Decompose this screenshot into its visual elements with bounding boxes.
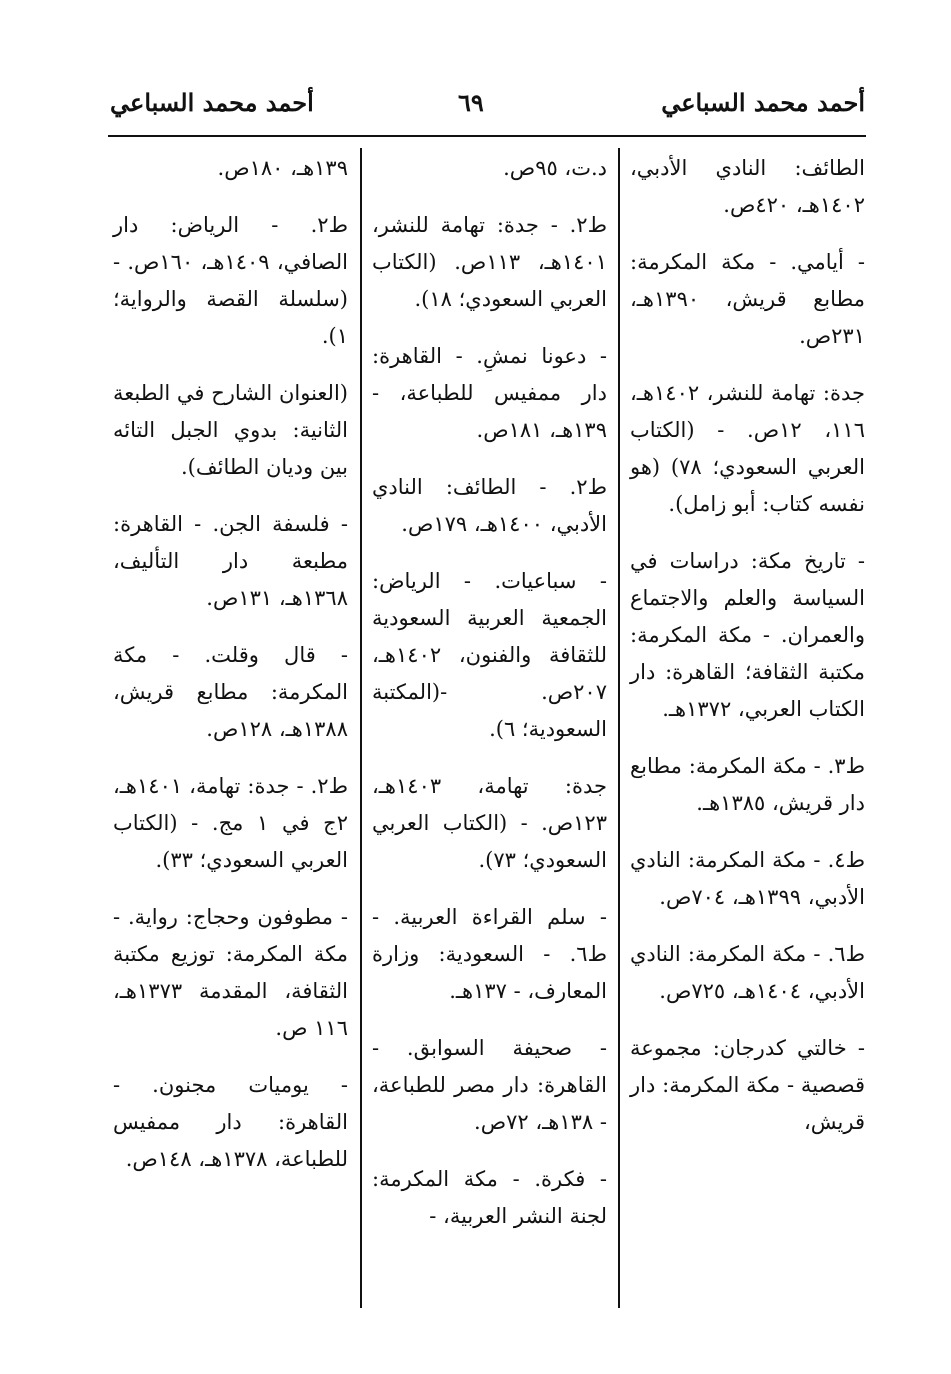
bibliography-entry: (العنوان الشارح في الطبعة الثانية: بدوي الجبل التائه بين وديان الطائف).: [113, 381, 348, 479]
bibliography-entry: ط٤. - مكة المكرمة: النادي الأدبي، ١٣٩٩هـ، ٧٠٤ص.: [630, 848, 865, 909]
bibliography-entry: - فكرة. - مكة المكرمة: لجنة النشر العربية، -: [372, 1167, 607, 1228]
bibliography-entry: جدة: تهامة، ١٤٠٣هـ، ١٢٣ص. - (الكتاب العربي السعودي؛ ٧٣).: [372, 774, 607, 872]
bibliography-entry: - سباعيات. - الرياض: الجمعية العربية السعودية للثقافة والفنون، ١٤٠٢هـ، ٢٠٧ص. -(المكتبة السعودية؛ ٦).: [372, 569, 607, 741]
running-header: [110, 88, 865, 128]
bibliography-entry: ١٣٩هـ، ١٨٠ص.: [217, 156, 348, 180]
bibliography-entry: - سلم القراءة العربية. - ط٦. - السعودية: وزارة المعارف، - ١٣٧هـ.: [372, 905, 607, 1003]
column-left: [113, 150, 348, 1198]
bibliography-entry: - دعونا نمشِ. - القاهرة: دار ممفيس للطباعة، - ١٣٩هـ، ١٨١ص.: [372, 344, 607, 442]
bibliography-entry: - يوميات مجنون. - القاهرة: دار ممفيس للطباعة، ١٣٧٨هـ، ١٤٨ص.: [113, 1073, 348, 1171]
bibliography-entry: - قال وقلت. - مكة المكرمة: مطابع قريش، ١٣٨٨هـ، ١٢٨ص.: [113, 643, 348, 741]
bibliography-entry: - صحيفة السوابق. - القاهرة: دار مصر للطباعة، - ١٣٨هـ، ٧٢ص.: [372, 1036, 607, 1134]
bibliography-entry: د.ت، ٩٥ص.: [503, 156, 607, 180]
bibliography-entry: الطائف: النادي الأدبي، ١٤٠٢هـ، ٤٢٠ص.: [630, 156, 865, 217]
column-right: [630, 150, 865, 1161]
bibliography-entry: - تاريخ مكة: دراسات في السياسة والعلم والاجتماع والعمران. - مكة المكرمة: مكتبة الثقافة؛ القاهرة: دار الكتاب العربي، ١٣٧٢هـ.: [630, 549, 865, 721]
bibliography-entry: - خالتي كدرجان: مجموعة قصصية - مكة المكرمة: دار قريش،: [630, 1036, 865, 1134]
column-divider: [618, 148, 620, 1308]
bibliography-entry: - مطوفون وحجاج: رواية. - مكة المكرمة: توزيع مكتبة الثقافة، المقدمة ١٣٧٣هـ، ١١٦ ص.: [113, 905, 348, 1040]
header-author-right: أحمد محمد السباعي: [661, 88, 865, 117]
bibliography-entry: ط٢. - جدة: تهامة، ١٤٠١هـ، ٢ج في ١ مج. - (الكتاب العربي السعودي؛ ٣٣).: [113, 774, 348, 872]
bibliography-entry: ط٣. - مكة المكرمة: مطابع دار قريش، ١٣٨٥هـ.: [630, 754, 865, 815]
bibliography-entry: ط٢. - الطائف: النادي الأدبي، ١٤٠٠هـ، ١٧٩ص.: [372, 475, 607, 536]
header-rule: [108, 135, 866, 137]
bibliography-entry: ط٢. - جدة: تهامة للنشر، ١٤٠١هـ، ١١٣ص. (الكتاب العربي السعودي؛ ١٨).: [372, 213, 607, 311]
bibliography-entry: جدة: تهامة للنشر، ١٤٠٢هـ، ١١٦، ١٢ص. - (الكتاب العربي السعودي؛ ٧٨) (هو نفسه كتاب: أبو زامل).: [630, 381, 866, 516]
column-divider: [360, 148, 362, 1308]
header-author-left: أحمد محمد السباعي: [110, 88, 314, 117]
bibliography-entry: - فلسفة الجن. - القاهرة: مطبعة دار التأليف، ١٣٦٨هـ، ١٣١ص.: [113, 512, 348, 610]
bibliography-entry: ط٢. - الرياض: دار الصافي، ١٤٠٩هـ، ١٦٠ص. -(سلسلة القصة والرواية؛ ١).: [113, 213, 348, 348]
bibliography-entry: ط٦. - مكة المكرمة: النادي الأدبي، ١٤٠٤هـ، ٧٢٥ص.: [630, 942, 865, 1003]
page-number: ٦٩: [458, 88, 484, 117]
bibliography-entry: - أيامي. - مكة المكرمة: مطابع قريش، ١٣٩٠هـ، ٢٣١ص.: [630, 250, 865, 348]
column-middle: [372, 150, 607, 1255]
